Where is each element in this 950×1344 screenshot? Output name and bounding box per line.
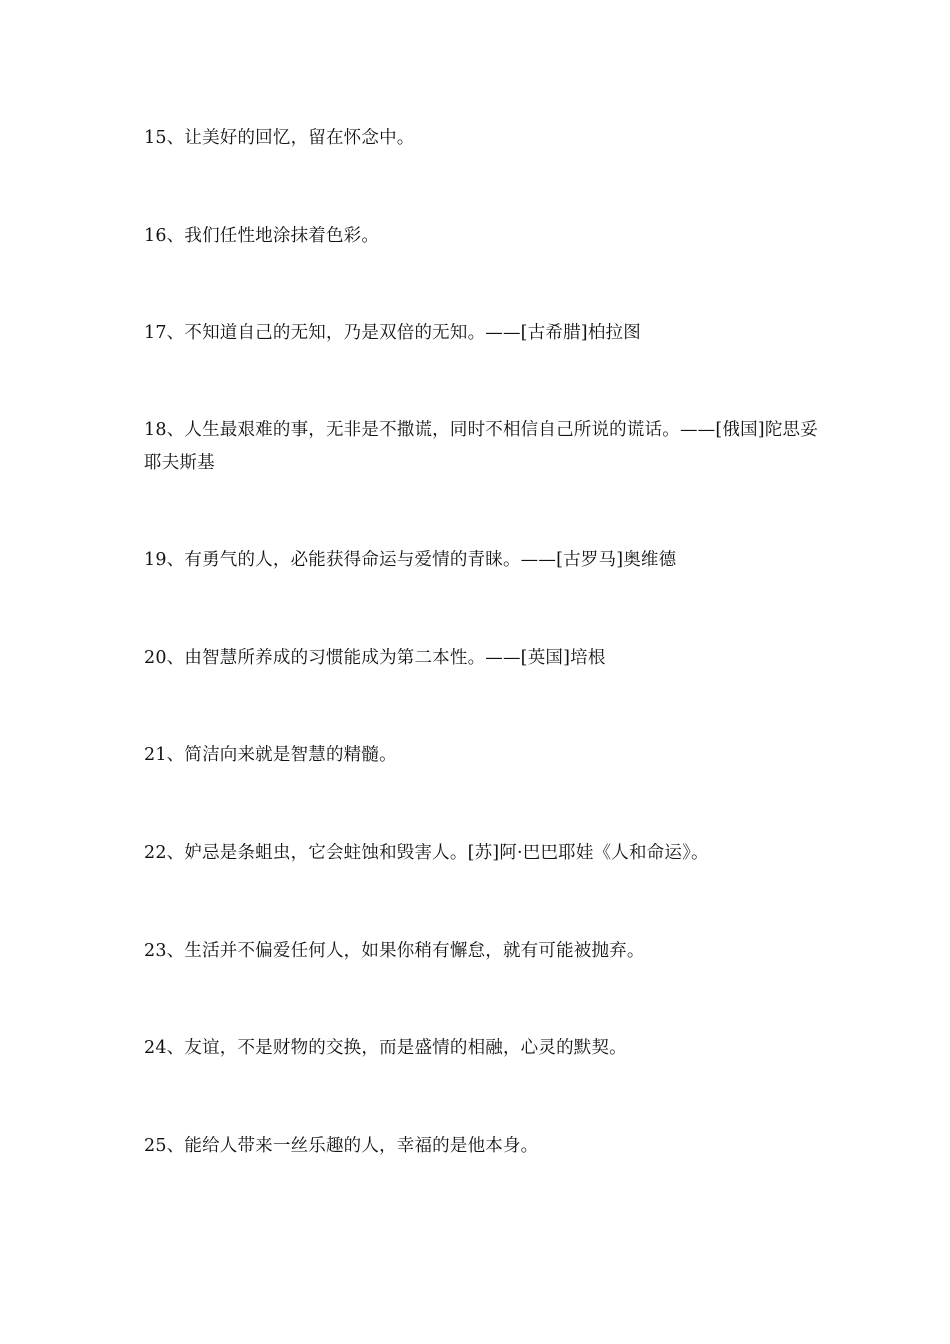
quote-22: 22、妒忌是条蛆虫，它会蛀蚀和毁害人。[苏]阿·巴巴耶娃《人和命运》。 (144, 843, 709, 863)
quote-19: 19、有勇气的人，必能获得命运与爱情的青睐。——[古罗马]奥维德 (144, 550, 677, 570)
quote-25: 25、能给人带来一丝乐趣的人，幸福的是他本身。 (144, 1136, 539, 1156)
quote-20: 20、由智慧所养成的习惯能成为第二本性。——[英国]培根 (144, 648, 606, 668)
quote-18: 18、人生最艰难的事，无非是不撒谎，同时不相信自己所说的谎话。——[俄国]陀思妥耶夫斯基 (144, 420, 818, 473)
quote-16: 16、我们任性地涂抹着色彩。 (144, 226, 380, 246)
quote-24: 24、友谊，不是财物的交换，而是盛情的相融，心灵的默契。 (144, 1038, 627, 1058)
quote-21: 21、简洁向来就是智慧的精髓。 (144, 745, 397, 765)
quote-17: 17、不知道自己的无知，乃是双倍的无知。——[古希腊]柏拉图 (144, 323, 641, 343)
quote-15: 15、让美好的回忆，留在怀念中。 (144, 128, 415, 148)
quote-23: 23、生活并不偏爱任何人，如果你稍有懈怠，就有可能被抛弃。 (144, 941, 645, 961)
